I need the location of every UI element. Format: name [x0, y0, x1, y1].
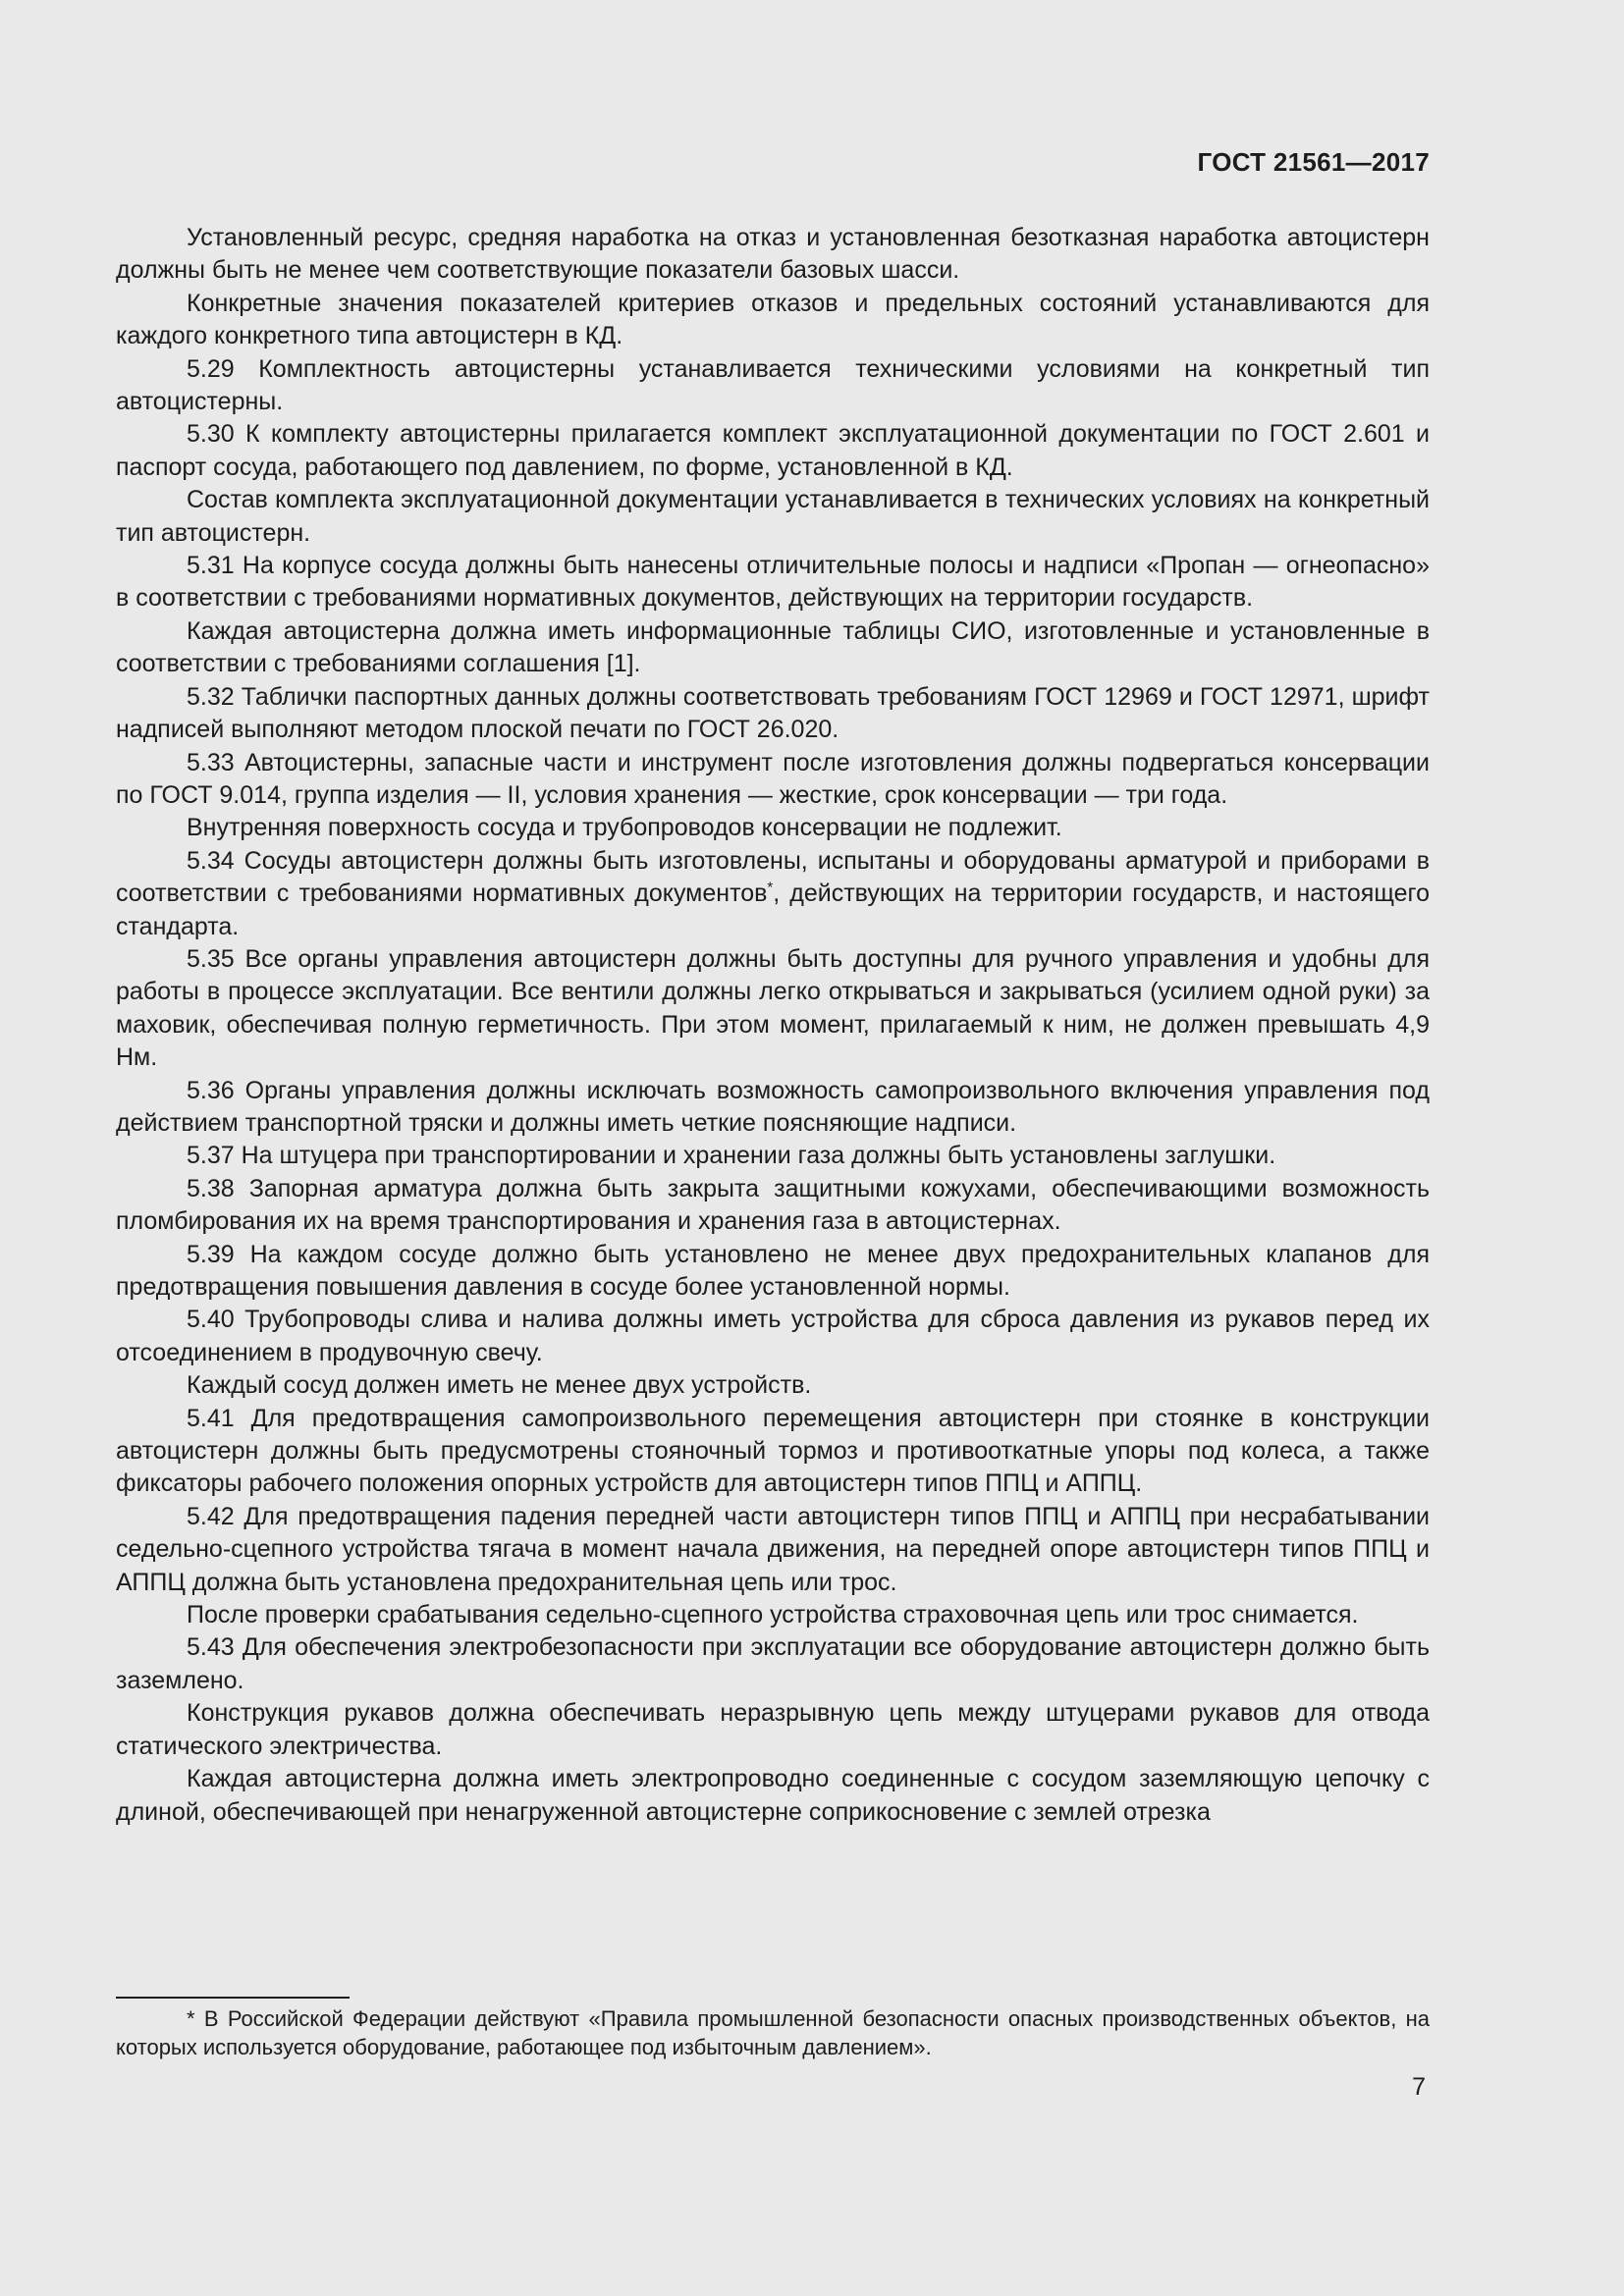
paragraph: Состав комплекта эксплуатационной документации устанавливается в технических условиях на конкретный тип автоцистерн.: [116, 486, 1430, 547]
paragraph-5-38: 5.38 Запорная арматура должна быть закрыта защитными кожухами, обеспечивающими возможность пломбирования их на время транспортирования и хранения газа в автоцистернах.: [116, 1174, 1430, 1236]
footnote-divider: [116, 1997, 350, 1999]
paragraph-5-36: 5.36 Органы управления должны исключать возможность самопроизвольного включения управления под действием транспортной тряски и должны иметь четкие поясняющие надписи.: [116, 1076, 1430, 1137]
footnote: * В Российской Федерации действуют «Правила промышленной безопасности опасных производственных объектов, на которых используется оборудование, работающее под избыточным давлением».: [116, 2006, 1430, 2059]
document-header: ГОСТ 21561—2017: [1197, 147, 1430, 177]
paragraph: Конкретные значения показателей критериев отказов и предельных состояний устанавливаются для каждого конкретного типа автоцистерн в КД.: [116, 289, 1430, 350]
paragraph-5-37: 5.37 На штуцера при транспортировании и хранении газа должны быть установлены заглушки.: [187, 1142, 1276, 1170]
document-body: [116, 222, 1430, 1829]
footnote-reference: *: [767, 879, 774, 896]
paragraph-5-35: 5.35 Все органы управления автоцистерн должны быть доступны для ручного управления и удобны для работы в процессе эксплуатации. Все вентили должны легко открываться и закрываться (усилием одной руки) за маховик, обеспечивая полную герметичность. При этом момент, прилагаемый к ним, не должен превышать 4,9 Нм.: [116, 944, 1430, 1072]
paragraph: Каждый сосуд должен иметь не менее двух устройств.: [187, 1371, 812, 1400]
paragraph: После проверки срабатывания седельно-сцепного устройства страховочная цепь или трос снимается.: [187, 1601, 1359, 1629]
paragraph: Каждая автоцистерна должна иметь электропроводно соединенные с сосудом заземляющую цепочку с длиной, обеспечивающей при ненагруженной автоцистерне соприкосновение с землей отрезка: [116, 1765, 1430, 1826]
paragraph-5-30: 5.30 К комплекту автоцистерны прилагается комплект эксплуатационной документации по ГОСТ 2.601 и паспорт сосуда, работающего под давлением, по форме, установленной в КД.: [116, 420, 1430, 481]
paragraph-5-43: 5.43 Для обеспечения электробезопасности при эксплуатации все оборудование автоцистерн должно быть заземлено.: [116, 1633, 1430, 1694]
paragraph: Внутренняя поверхность сосуда и трубопроводов консервации не подлежит.: [187, 814, 1062, 842]
paragraph-5-40: 5.40 Трубопроводы слива и налива должны иметь устройства для сброса давления из рукавов перед их отсоединением в продувочную свечу.: [116, 1306, 1430, 1366]
paragraph-5-42: 5.42 Для предотвращения падения передней части автоцистерн типов ППЦ и АППЦ при несрабатывании седельно-сцепного устройства тягача в момент начала движения, на передней опоре автоцистерн типов ППЦ и АППЦ должна быть установлена предохранительная цепь или трос.: [116, 1502, 1430, 1596]
paragraph-5-33: 5.33 Автоцистерны, запасные части и инструмент после изготовления должны подвергаться консервации по ГОСТ 9.014, группа изделия — II, условия хранения — жесткие, срок консервации — три года.: [116, 748, 1430, 809]
page-number: 7: [1412, 2073, 1426, 2101]
paragraph-5-31: 5.31 На корпусе сосуда должны быть нанесены отличительные полосы и надписи «Пропан — огнеопасно» в соответствии с требованиями нормативных документов, действующих на территории государств.: [116, 552, 1430, 613]
paragraph-5-29: 5.29 Комплектность автоцистерны устанавливается техническими условиями на конкретный тип автоцистерны.: [116, 354, 1430, 416]
paragraph: Каждая автоцистерна должна иметь информационные таблицы СИО, изготовленные и установленные в соответствии с требованиями соглашения [1].: [116, 616, 1430, 678]
paragraph-5-32: 5.32 Таблички паспортных данных должны соответствовать требованиям ГОСТ 12969 и ГОСТ 12971, шрифт надписей выполняют методом плоской печати по ГОСТ 26.020.: [116, 682, 1430, 744]
paragraph-5-34-text-end: , действующих на территории государств, и настоящего стандарта.: [116, 880, 1430, 940]
paragraph-5-41: 5.41 Для предотвращения самопроизвольного перемещения автоцистерн при стоянке в конструкции автоцистерн должны быть предусмотрены стояночный тормоз и противооткатные упоры под колеса, а также фиксаторы рабочего положения опорных устройств для автоцистерн типов ППЦ и АППЦ.: [116, 1404, 1430, 1498]
paragraph: Установленный ресурс, средняя наработка на отказ и установленная безотказная наработка автоцистерн должны быть не менее чем соответствующие показатели базовых шасси.: [116, 224, 1430, 285]
paragraph-5-39: 5.39 На каждом сосуде должно быть установлено не менее двух предохранительных клапанов для предотвращения повышения давления в сосуде более установленной нормы.: [116, 1240, 1430, 1301]
paragraph: Конструкция рукавов должна обеспечивать неразрывную цепь между штуцерами рукавов для отвода статического электричества.: [116, 1699, 1430, 1760]
paragraph-5-34: [116, 845, 1430, 943]
paragraph-5-34-text: 5.34 Сосуды автоцистерн должны быть изготовлены, испытаны и оборудованы арматурой и приборами в соответствии с требованиями нормативных документов: [116, 846, 1430, 908]
